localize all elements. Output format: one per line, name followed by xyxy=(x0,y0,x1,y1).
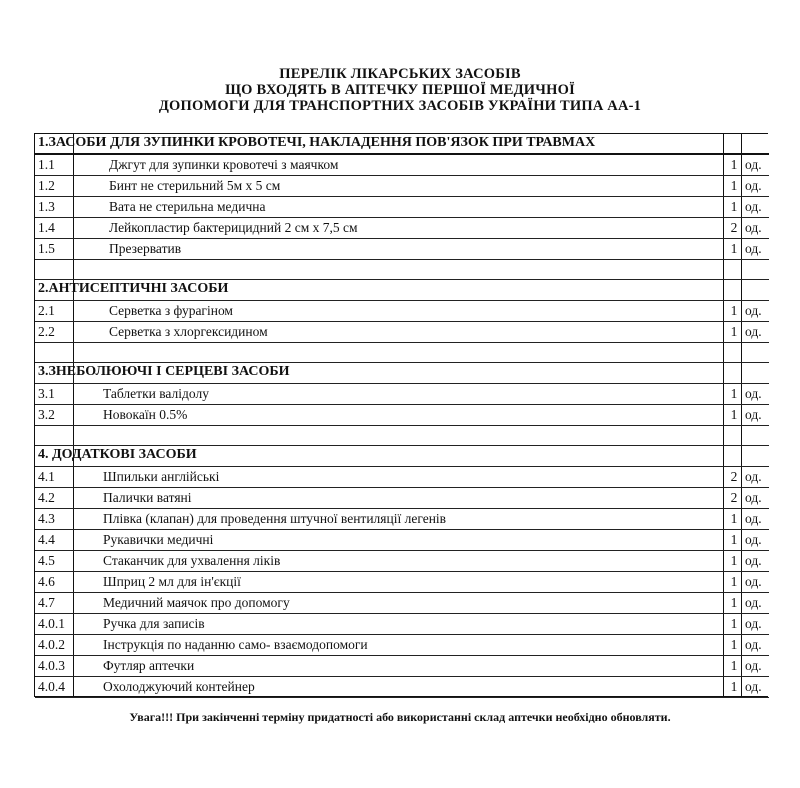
item-number: 4.5 xyxy=(38,553,55,568)
item-name: Інструкція по наданню само- взаємодопомоги xyxy=(103,637,368,652)
item-number: 3.2 xyxy=(38,407,55,422)
item-quantity: 2 xyxy=(730,469,738,484)
table-row xyxy=(35,551,769,572)
table-row xyxy=(35,677,769,698)
blank-row xyxy=(35,260,769,280)
item-quantity: 1 xyxy=(730,616,738,631)
blank-row xyxy=(35,426,769,446)
item-unit: од. xyxy=(745,199,762,214)
item-number: 2.2 xyxy=(38,324,55,339)
item-name: Шприц 2 мл для ін'єкції xyxy=(103,574,241,589)
item-number: 4.0.4 xyxy=(38,679,65,694)
table-row xyxy=(35,301,769,322)
item-name: Палички ватяні xyxy=(103,490,192,505)
item-unit: од. xyxy=(745,511,762,526)
table-row xyxy=(35,488,769,509)
item-number: 4.0.2 xyxy=(38,637,65,652)
table-row xyxy=(35,384,769,405)
item-number: 4.4 xyxy=(38,532,55,547)
item-name: Таблетки валідолу xyxy=(103,386,209,401)
item-name: Джгут для зупинки кровотечі з маячком xyxy=(109,157,339,172)
item-name: Стаканчик для ухвалення ліків xyxy=(103,553,281,568)
section-title: 4. ДОДАТКОВІ ЗАСОБИ xyxy=(38,447,197,462)
item-name: Новокаїн 0.5% xyxy=(103,407,188,422)
item-unit: од. xyxy=(745,407,762,422)
item-number: 4.0.1 xyxy=(38,616,65,631)
item-number: 4.0.3 xyxy=(38,658,65,673)
item-name: Плівка (клапан) для проведення штучної вентиляції легенів xyxy=(103,511,447,526)
item-name: Охолоджуючий контейнер xyxy=(103,679,255,694)
table-row xyxy=(35,656,769,677)
item-name: Вата не стерильна медична xyxy=(109,199,266,214)
item-name: Презерватив xyxy=(109,241,182,256)
item-name: Рукавички медичні xyxy=(103,532,214,547)
title-line-2: ЩО ВХОДЯТЬ В АПТЕЧКУ ПЕРШОЇ МЕДИЧНОЇ xyxy=(225,82,575,98)
table-row xyxy=(35,614,769,635)
item-quantity: 1 xyxy=(730,595,738,610)
item-unit: од. xyxy=(745,241,762,256)
item-unit: од. xyxy=(745,553,762,568)
table-row xyxy=(35,593,769,614)
item-quantity: 1 xyxy=(730,303,738,318)
item-name: Серветка з хлоргексидином xyxy=(109,324,268,339)
footer-note: Увага!!! При закінченні терміну придатності або використанні склад аптечки необхідно обновляти. xyxy=(129,710,671,724)
item-quantity: 1 xyxy=(730,532,738,547)
item-quantity: 1 xyxy=(730,637,738,652)
item-unit: од. xyxy=(745,574,762,589)
section-header xyxy=(35,363,769,384)
item-number: 4.2 xyxy=(38,490,55,505)
item-unit: од. xyxy=(745,220,762,235)
section-header xyxy=(35,134,769,155)
table-row xyxy=(35,197,769,218)
item-unit: од. xyxy=(745,157,762,172)
title-line-1: ПЕРЕЛІК ЛІКАРСЬКИХ ЗАСОБІВ xyxy=(279,66,521,82)
item-name: Шпильки англійські xyxy=(103,469,220,484)
item-number: 4.6 xyxy=(38,574,55,589)
item-number: 4.3 xyxy=(38,511,55,526)
item-quantity: 1 xyxy=(730,241,738,256)
item-unit: од. xyxy=(745,658,762,673)
item-unit: од. xyxy=(745,324,762,339)
blank-row xyxy=(35,343,769,363)
item-unit: од. xyxy=(745,679,762,694)
item-number: 1.1 xyxy=(38,157,55,172)
title-line-3: ДОПОМОГИ ДЛЯ ТРАНСПОРТНИХ ЗАСОБІВ УКРАЇНИ ТИПА АА-1 xyxy=(158,98,642,114)
item-quantity: 1 xyxy=(730,157,738,172)
item-name: Медичний маячок про допомогу xyxy=(103,595,290,610)
item-quantity: 1 xyxy=(730,386,738,401)
table-row xyxy=(35,239,769,260)
item-name: Футляр аптечки xyxy=(103,658,195,673)
item-quantity: 1 xyxy=(730,553,738,568)
table-row xyxy=(35,509,769,530)
item-quantity: 1 xyxy=(730,574,738,589)
medicine-list-table xyxy=(34,133,768,697)
item-unit: од. xyxy=(745,469,762,484)
table-row xyxy=(35,635,769,656)
table-row xyxy=(35,405,769,426)
item-name: Ручка для записів xyxy=(103,616,205,631)
item-quantity: 1 xyxy=(730,178,738,193)
item-number: 4.1 xyxy=(38,469,55,484)
item-number: 3.1 xyxy=(38,386,55,401)
item-quantity: 1 xyxy=(730,407,738,422)
table-row xyxy=(35,155,769,176)
item-unit: од. xyxy=(745,303,762,318)
table-row xyxy=(35,218,769,239)
item-number: 1.2 xyxy=(38,178,55,193)
item-quantity: 2 xyxy=(730,490,738,505)
item-number: 1.3 xyxy=(38,199,55,214)
item-quantity: 1 xyxy=(730,324,738,339)
document-title xyxy=(0,66,800,114)
section-header xyxy=(35,446,769,467)
table-row xyxy=(35,322,769,343)
item-number: 1.5 xyxy=(38,241,55,256)
item-number: 2.1 xyxy=(38,303,55,318)
item-unit: од. xyxy=(745,178,762,193)
item-name: Лейкопластир бактерицидний 2 см х 7,5 см xyxy=(109,220,358,235)
item-unit: од. xyxy=(745,616,762,631)
item-unit: од. xyxy=(745,386,762,401)
item-quantity: 1 xyxy=(730,658,738,673)
section-header xyxy=(35,280,769,301)
item-quantity: 1 xyxy=(730,511,738,526)
item-quantity: 1 xyxy=(730,679,738,694)
section-title: 2.АНТИСЕПТИЧНІ ЗАСОБИ xyxy=(38,281,229,296)
item-number: 4.7 xyxy=(38,595,55,610)
section-title: 1.ЗАСОБИ ДЛЯ ЗУПИНКИ КРОВОТЕЧІ, НАКЛАДЕННЯ ПОВ'ЯЗОК ПРИ ТРАВМАХ xyxy=(38,135,596,150)
item-unit: од. xyxy=(745,490,762,505)
item-quantity: 1 xyxy=(730,199,738,214)
item-unit: од. xyxy=(745,595,762,610)
table-row xyxy=(35,572,769,593)
item-number: 1.4 xyxy=(38,220,55,235)
item-unit: од. xyxy=(745,637,762,652)
section-title: 3.ЗНЕБОЛЮЮЧІ І СЕРЦЕВІ ЗАСОБИ xyxy=(38,364,290,379)
item-quantity: 2 xyxy=(730,220,738,235)
item-name: Серветка з фурагіном xyxy=(109,303,233,318)
table-row xyxy=(35,467,769,488)
table-row xyxy=(35,176,769,197)
item-name: Бинт не стерильний 5м х 5 см xyxy=(109,178,281,193)
table-row xyxy=(35,530,769,551)
item-unit: од. xyxy=(745,532,762,547)
